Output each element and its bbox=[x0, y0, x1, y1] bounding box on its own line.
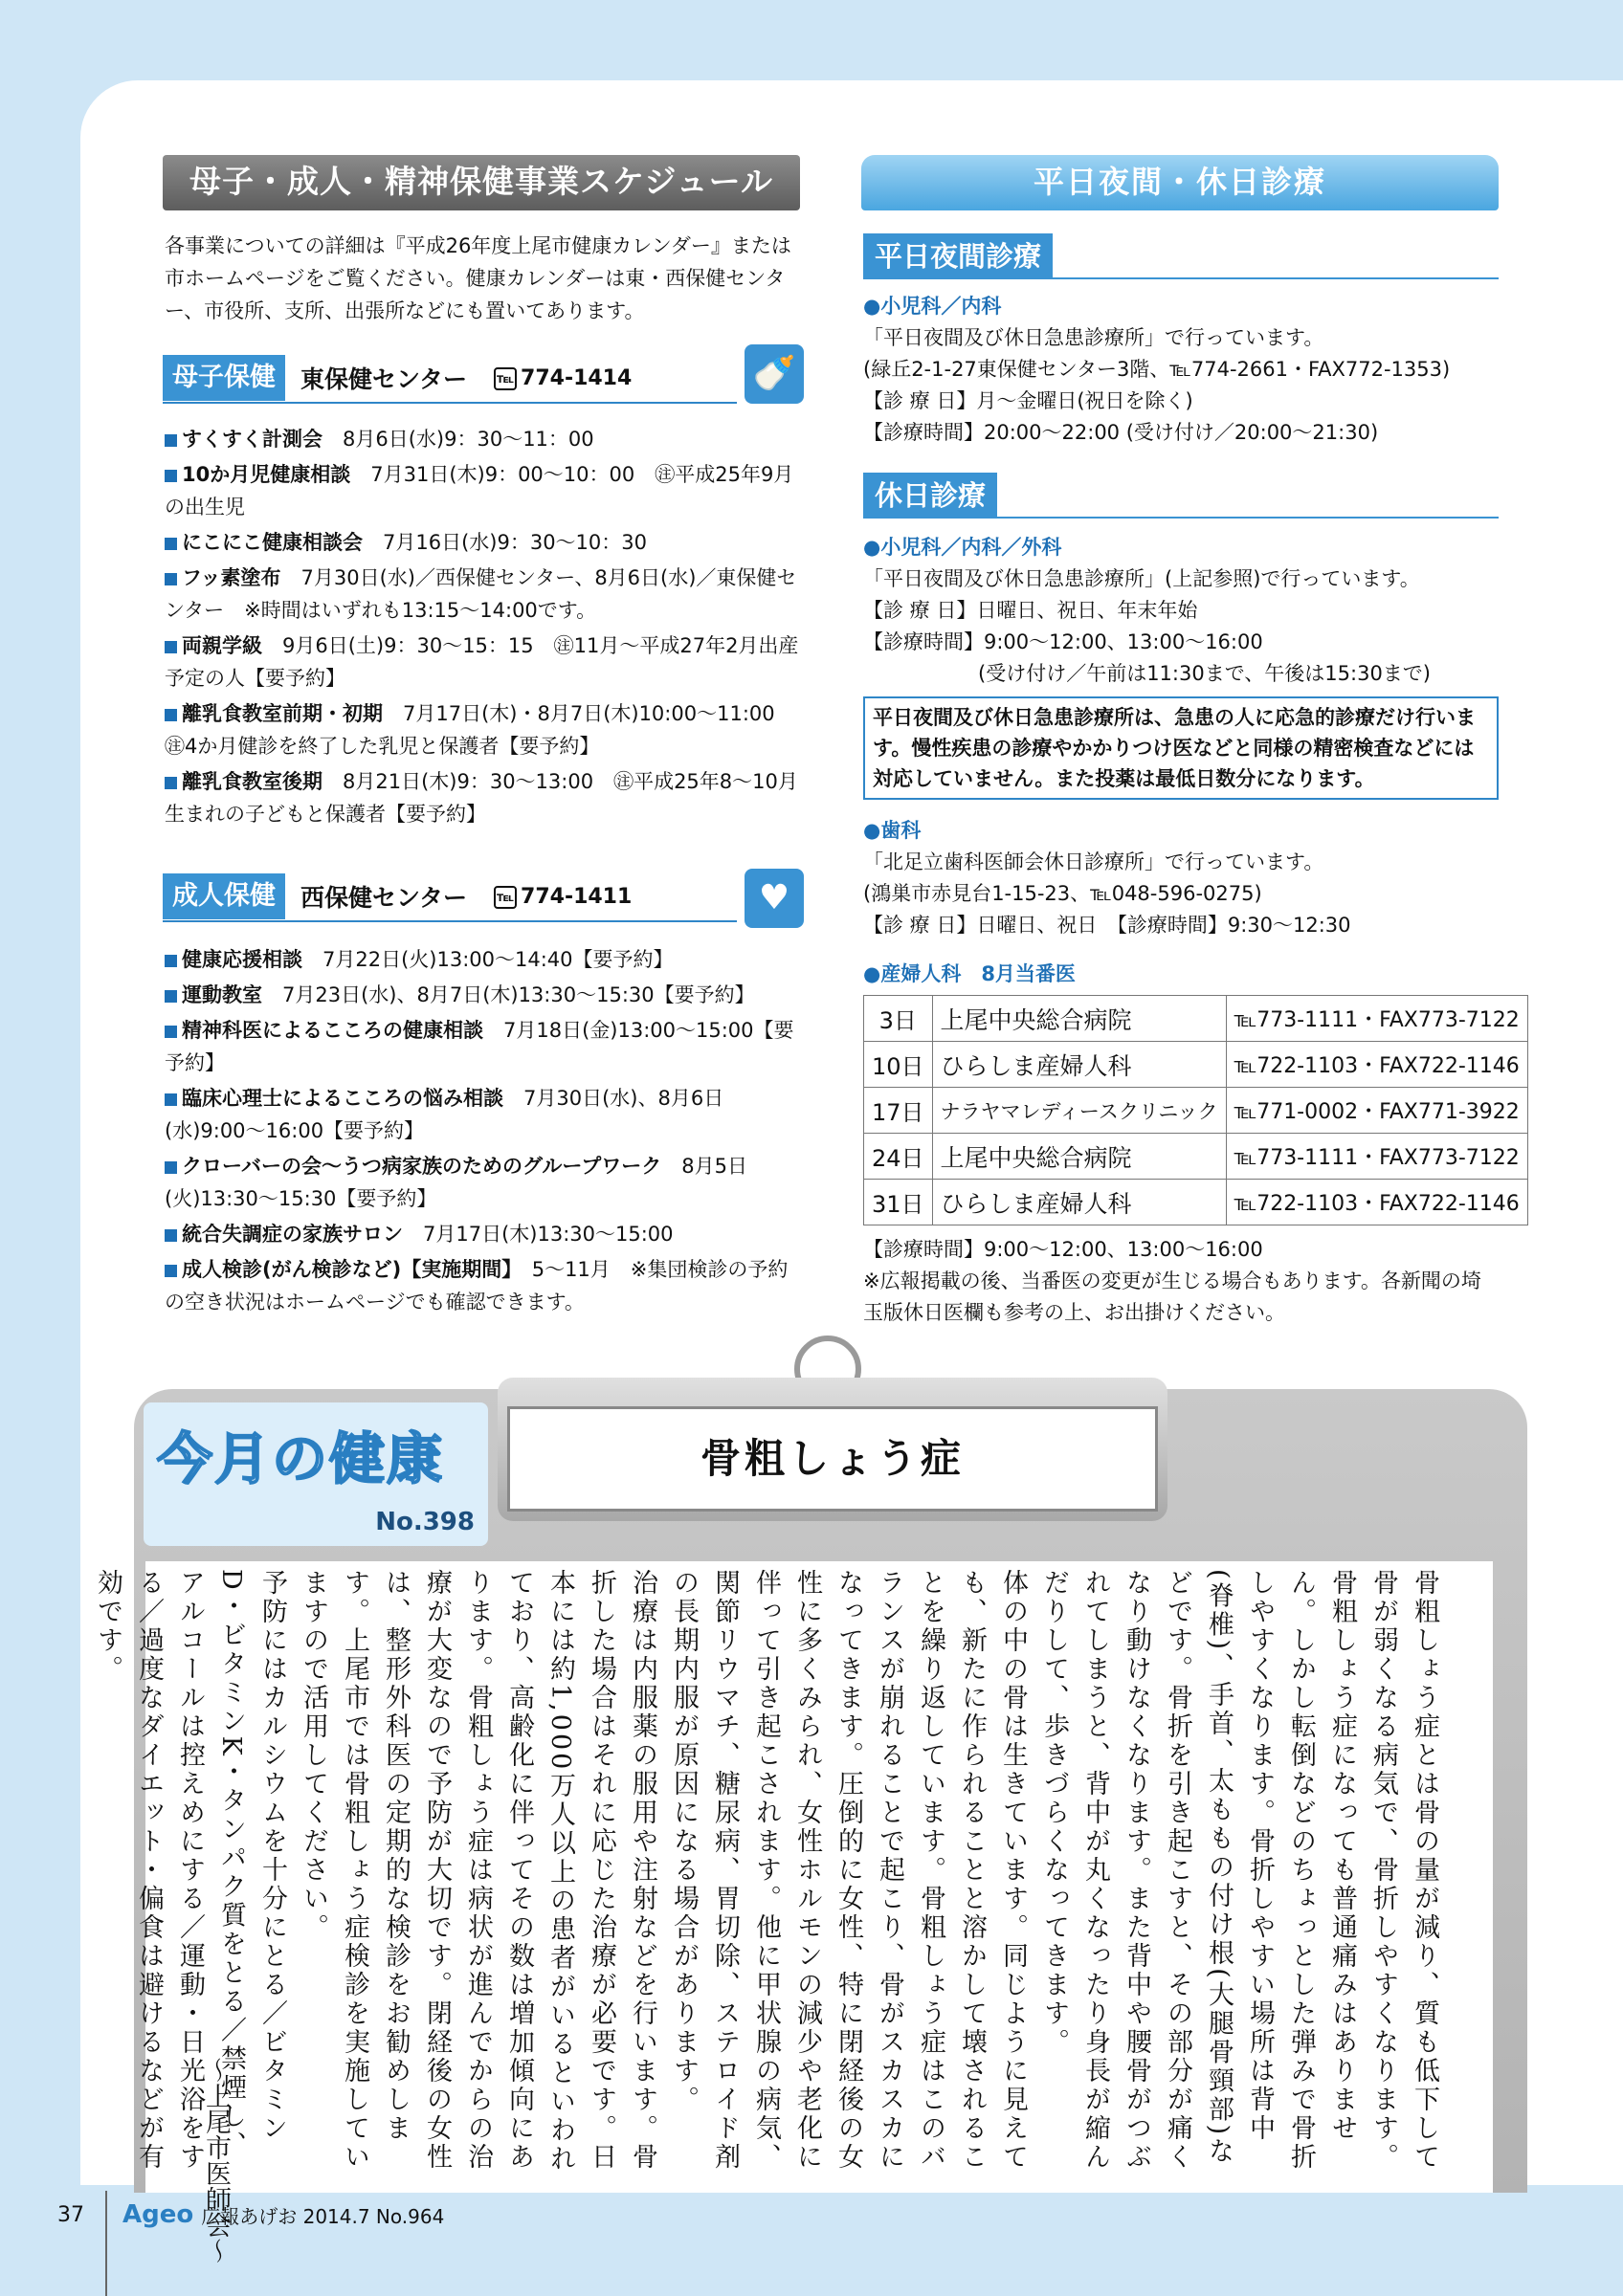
heijitsu-info: ●小児科／内科 「平日夜間及び休日急患診療所」で行っています。 (緑丘2-1-27東保健センター3階、℡774-2661・FAX772-1353) 【診 療 日】月〜金曜日(祝日を除く) 【診療時間】20:00〜22:00 (受け付け／20:00〜21:30) bbox=[863, 295, 1451, 444]
table-row: 3日 上尾中央総合病院 ℡773-1111・FAX773-7122 bbox=[864, 996, 1528, 1042]
clinic-header: 平日夜間・休日診療 bbox=[861, 155, 1499, 210]
kyujitsu-tag: 休日診療 bbox=[863, 473, 997, 519]
list-item: にこにこ健康相談会 7月16日(水)9：30〜10：30 bbox=[165, 526, 806, 559]
monthly-health-banner bbox=[144, 1402, 488, 1546]
banner-text: 今月の健康 bbox=[157, 1426, 445, 1491]
divider bbox=[863, 517, 1499, 519]
seijin-list bbox=[165, 943, 806, 1321]
sanfujinka-hours: 【診療時間】9:00〜12:00、13:00〜16:00 ※広報掲載の後、当番医の変更が生じる場合もあります。各新聞の埼玉版休日医欄も参考の上、お出掛けください。 bbox=[863, 1238, 1481, 1324]
seijin-subhead bbox=[163, 872, 737, 922]
publication-info: 広報あげお 2014.7 No.964 bbox=[201, 2204, 445, 2228]
page-number: 37 bbox=[57, 2202, 84, 2227]
list-item: 離乳食教室後期 8月21日(木)9：30〜13:00 ㊟平成25年8〜10月生まれの子どもと保護者【要予約】 bbox=[165, 770, 798, 826]
table-row: 24日 上尾中央総合病院 ℡773-1111・FAX773-7122 bbox=[864, 1134, 1528, 1180]
footer bbox=[57, 2200, 444, 2229]
boshi-place: 東保健センター bbox=[300, 365, 468, 393]
list-item: クローバーの会〜うつ病家族のためのグループワーク 8月5日(火)13:30〜15:30【要予約】 bbox=[165, 1155, 748, 1210]
sanfujinka-dept: ●産婦人科 8月当番医 bbox=[863, 962, 1076, 985]
ageo-logo: Ageo bbox=[122, 2200, 194, 2229]
table-row: 10日 ひらしま産婦人科 ℡722-1103・FAX722-1146 bbox=[864, 1042, 1528, 1088]
seijin-tel: 774-1411 bbox=[521, 884, 633, 909]
issue-number: No.398 bbox=[375, 1508, 475, 1536]
duty-table bbox=[863, 995, 1528, 1225]
shika-info: ●歯科 「北足立歯科医師会休日診療所」で行っています。 (鴻巣市赤見台1-15-23、℡048-596-0275) 【診 療 日】日曜日、祝日 【診療時間】9:30〜12:30 bbox=[863, 819, 1351, 937]
baby-bottle-icon: 🍼 bbox=[745, 344, 804, 404]
phone-icon: ℡ bbox=[494, 886, 517, 909]
boshi-tag: 母子保健 bbox=[163, 355, 285, 401]
list-item: 統合失調症の家族サロン 7月17日(木)13:30〜15:00 bbox=[165, 1218, 806, 1250]
list-item: フッ素塗布 7月30日(水)／西保健センター、8月6日(水)／東保健センター ※時間はいずれも13:15〜14:00です。 bbox=[165, 566, 797, 622]
phone-icon: ℡ bbox=[494, 367, 517, 390]
list-item: 精神科医によるこころの健康相談 7月18日(金)13:00〜15:00【要予約】 bbox=[165, 1019, 794, 1074]
list-item: 運動教室 7月23日(水)、8月7日(木)13:30〜15:30【要予約】 bbox=[165, 979, 806, 1011]
boshi-list bbox=[165, 423, 806, 833]
boshi-subhead bbox=[163, 354, 737, 404]
list-item: 離乳食教室前期・初期 7月17日(木)・8月7日(木)10:00〜11:00 ㊟4か月健診を終了した乳児と保護者【要予約】 bbox=[165, 702, 795, 758]
boshi-tel: 774-1414 bbox=[521, 365, 633, 390]
article-body: 骨粗しょう症とは骨の量が減り、質も低下して骨が弱くなる病気で、骨折しやすくなります。 骨粗しょう症になっても普通痛みはありません。しかし転倒などのちょっとした弾みで骨折しやすくなります。骨折しやすい場所は背中(脊椎)、手首、太ももの付け根(大腿骨頸部)などです。骨折を引き起こすと、その部分が痛くなり動けなくなります。また背中や腰骨がつぶれてしまうと、背中が丸くなったり身長が縮んだりして、歩きづらくなってきます。 体の中の骨は生きています。同じように見えても、新たに作られることと溶かして壊されることを繰り返しています。骨粗しょう症はこのバランスが崩れることで起こり、骨がスカスカになってきます。圧倒的に女性、特に閉経後の女性に多くみられ、女性ホルモンの減少や老化に伴って引き起こされます。他に甲状腺の病気、関節リウマチ、糖尿病、胃切除、ステロイド剤の長期内服が原因になる場合があります。 治療は内服薬の服用や注射などを行います。骨折した場合はそれに応じた治療が必要です。日本には約1,000万人以上の患者がいるといわれており、高齢化に伴ってその数は増加傾向にあります。骨粗しょう症は病状が進んでからの治療が大変なので予防が大切です。閉経後の女性は、整形外科医の定期的な検診をお勧めします。上尾市では骨粗しょう症検診を実施していますので活用してください。 予防にはカルシウムを十分にとる／ビタミンD・ビタミンK・タンパク質をとる／禁煙し、アルコールは控えめにする／運動・日光浴をする／過度なダイエット・偏食は避けるなどが有効です。 bbox=[93, 1569, 1439, 2175]
list-item: 臨床心理士によるこころの悩み相談 7月30日(水)、8月6日(水)9:00〜16:00【要予約】 bbox=[165, 1087, 724, 1142]
article-signature: 〜上尾市医師会〜 bbox=[201, 2057, 231, 2263]
list-item: すくすく計測会 8月6日(水)9：30〜11：00 bbox=[165, 423, 806, 455]
table-row: 17日 ナラヤマレディースクリニック ℡771-0002・FAX771-3922 bbox=[864, 1088, 1528, 1134]
divider bbox=[863, 277, 1499, 279]
article-title: 骨粗しょう症 bbox=[507, 1406, 1158, 1512]
schedule-intro: 各事業についての詳細は『平成26年度上尾市健康カレンダー』または市ホームページをご覧ください。健康カレンダーは東・西保健センター、市役所、支所、出張所などにも置いてあります。 bbox=[165, 234, 791, 322]
list-item: 成人検診(がん検診など)【実施期間】 5〜11月 ※集団検診の予約の空き状況はホームページでも確認できます。 bbox=[165, 1258, 789, 1314]
seijin-place: 西保健センター bbox=[300, 884, 468, 912]
heijitsu-tag: 平日夜間診療 bbox=[863, 233, 1053, 279]
notice-box: 平日夜間及び休日急患診療所は、急患の人に応急的診療だけ行います。慢性疾患の診療やかかりつけ医などと同様の精密検査などには対応していません。また投薬は最低日数分になります。 bbox=[863, 696, 1499, 800]
list-item: 両親学級 9月6日(土)9：30〜15：15 ㊟11月〜平成27年2月出産予定の人【要予約】 bbox=[165, 634, 799, 690]
schedule-header: 母子・成人・精神保健事業スケジュール bbox=[163, 155, 800, 210]
seijin-tag: 成人保健 bbox=[163, 873, 285, 919]
person-heart-icon: ♥ bbox=[745, 869, 804, 928]
kyujitsu-info: ●小児科／内科／外科 「平日夜間及び休日急患診療所」(上記参照)で行っています。 【診 療 日】日曜日、祝日、年末年始 【診療時間】9:00〜12:00、13:00〜16:00 (受け付け／午前は11:30まで、午後は15:30まで) bbox=[863, 536, 1432, 685]
list-item: 10か月児健康相談 7月31日(木)9：00〜10：00 ㊟平成25年9月の出生児 bbox=[165, 463, 794, 519]
list-item: 健康応援相談 7月22日(火)13:00〜14:40【要予約】 bbox=[165, 943, 806, 976]
table-row: 31日 ひらしま産婦人科 ℡722-1103・FAX722-1146 bbox=[864, 1180, 1528, 1225]
